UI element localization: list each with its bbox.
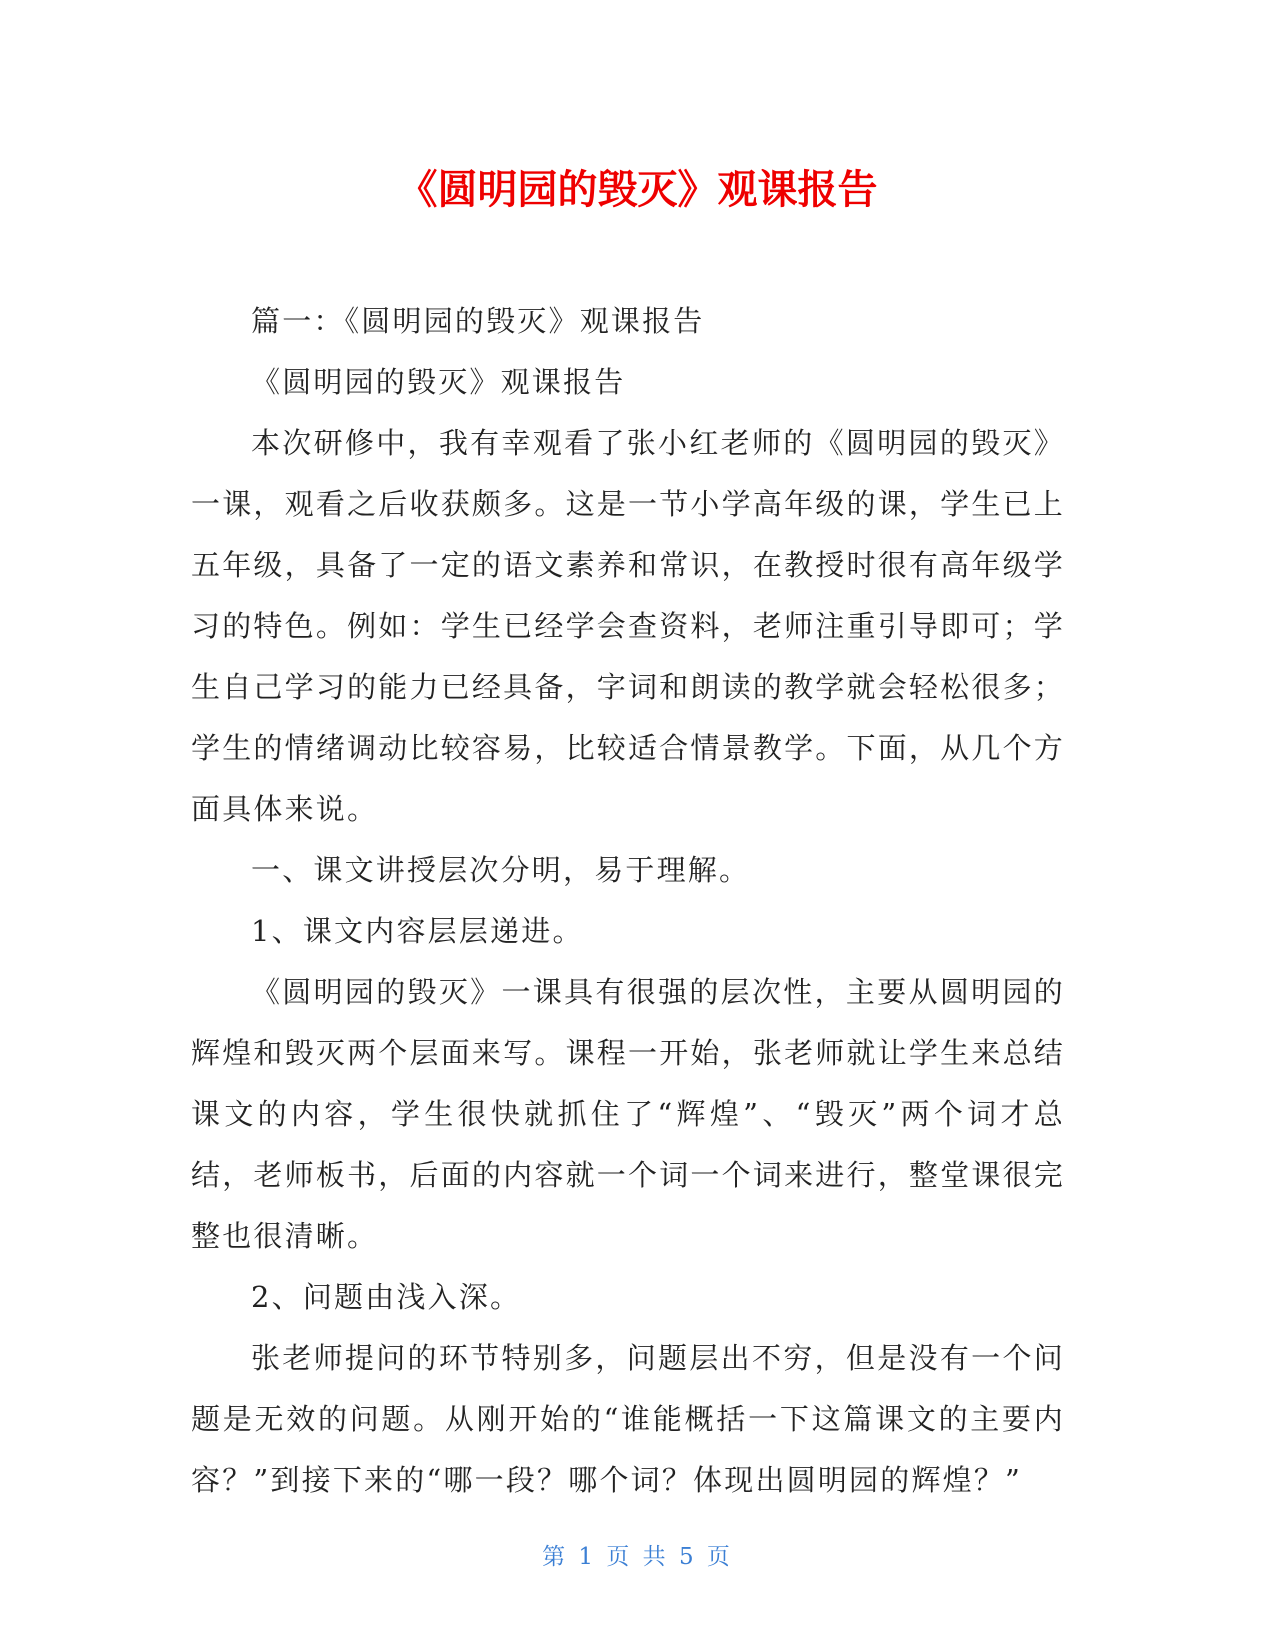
paragraph-body: 张老师提问的环节特别多，问题层出不穷，但是没有一个问题是无效的问题。从刚开始的“谁能概括一下这篇课文的主要内容？”到接下来的“哪一段？哪个词？体现出圆明园的辉煌？” <box>191 1341 1065 1497</box>
paragraph-intro: 本次研修中，我有幸观看了张小红老师的《圆明园的毁灭》一课，观看之后收获颇多。这是一节小学高年级的课，学生已上五年级，具备了一定的语文素养和常识，在教授时很有高年级学习的特色。例如：学生已经学会查资料，老师注重引导即可；学生自己学习的能力已经具备，字词和朗读的教学就会轻松很多；学生的情绪调动比较容易，比较适合情景教学。下面，从几个方面具体来说。 <box>191 426 1065 826</box>
paragraph-point-two: 2、问题由浅入深。 <box>251 1280 522 1314</box>
page-number-footer: 第 1 页 共 5 页 <box>542 1544 733 1570</box>
paragraph-subtitle: 《圆明园的毁灭》观课报告 <box>251 365 626 399</box>
document-title: 《圆明园的毁灭》观课报告 <box>397 167 878 213</box>
paragraph-heading-one: 一、课文讲授层次分明，易于理解。 <box>251 853 751 887</box>
document-body <box>191 291 1065 1511</box>
paragraph-point-one: 1、课文内容层层递进。 <box>251 914 584 948</box>
paragraph-body: 《圆明园的毁灭》一课具有很强的层次性，主要从圆明园的辉煌和毁灭两个层面来写。课程一开始，张老师就让学生来总结课文的内容，学生很快就抓住了“辉煌”、“毁灭”两个词才总结，老师板书，后面的内容就一个词一个词来进行，整堂课很完整也很清晰。 <box>191 975 1065 1253</box>
paragraph-section-heading: 篇一：《圆明园的毁灭》观课报告 <box>251 304 705 338</box>
